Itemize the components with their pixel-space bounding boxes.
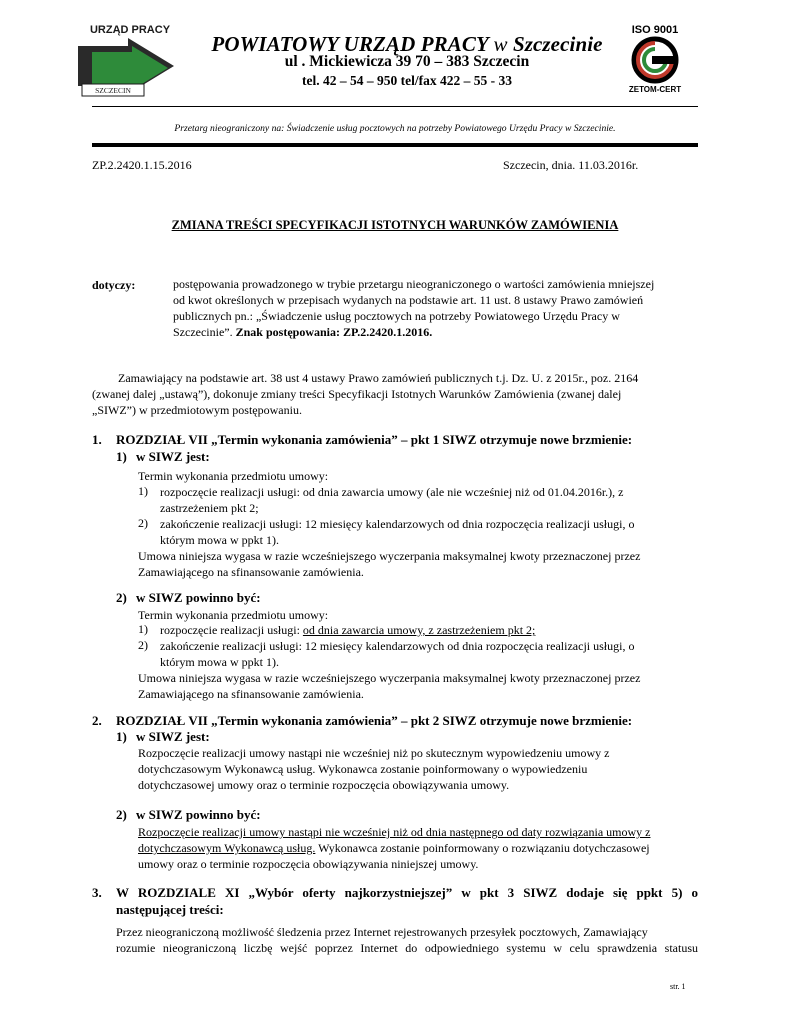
- logo-text-bottom: SZCZECIN: [95, 86, 131, 95]
- page-number: str. 1: [670, 982, 686, 991]
- s3-paragraph: Przez nieograniczoną możliwość śledzenia przez Internet rejestrowanych przesyłek pocztowych, Zamawiający rozumie nieograniczoną liczbę wejść poprzez Internet do odpowiedniego systemu w celu sprawdzenia statusu: [116, 925, 698, 955]
- header-thick-rule: [92, 143, 698, 147]
- tender-note: Przetarg nieograniczony na: Świadczenie usług pocztowych na potrzeby Powiatowego Urzędu Pracy w Szczecinie.: [174, 123, 616, 134]
- section-2-number: 2.: [92, 713, 102, 728]
- s1-b1-number: 1): [138, 622, 148, 636]
- s1-b-number: 2): [116, 590, 127, 605]
- s2-a-heading: w SIWZ jest:: [136, 729, 210, 744]
- reference-number: ZP.2.2420.1.15.2016: [92, 158, 192, 172]
- s1-a2-number: 2): [138, 516, 148, 530]
- section-3-number: 3.: [92, 885, 102, 900]
- iso-logo: [616, 22, 694, 94]
- s1-b-intro: Termin wykonania przedmiotu umowy:: [138, 608, 329, 622]
- office-phones: tel. 42 – 54 – 950 tel/fax 422 – 55 - 33: [302, 73, 512, 88]
- s1-b-heading: w SIWZ powinno być:: [136, 590, 261, 605]
- dotyczy-label: dotyczy:: [92, 278, 136, 292]
- s2-b-heading: w SIWZ powinno być:: [136, 807, 261, 822]
- s2-b-text: Rozpoczęcie realizacji umowy nastąpi nie wcześniej niż od dnia następnego od daty rozwiązania umowy z dotychczasowym Wykonawcą usług. Wykonawca zostanie poinformowany o rozwiązaniu dotychczasowej umowy oraz o terminie rozpoczęcia obowiązywania niniejszej umowy.: [138, 825, 651, 871]
- s1-b-closing: Umowa niniejsza wygasa w razie wcześniejszego wyczerpania maksymalnej kwoty przeznaczonej przez Zamawiającego na sfinansowanie zamówienia.: [138, 671, 641, 701]
- s1-b2-text: zakończenie realizacji usługi: 12 miesięcy kalendarzowych od dnia rozpoczęcia realizacji usługi, o którym mowa w ppkt 1).: [160, 639, 635, 669]
- s2-a-text: Rozpoczęcie realizacji umowy nastąpi nie wcześniej niż po skutecznym wypowiedzeniu umowy z dotychczasowym Wykonawcą usług. Wykonawca zostanie poinformowany o wypowiedzeniu dotychczasowej umowy oraz o terminie rozpoczęcia obowiązywania umowy.: [138, 746, 610, 792]
- section-1-heading: ROZDZIAŁ VII „Termin wykonania zamówienia” – pkt 1 SIWZ otrzymuje nowe brzmienie:: [116, 432, 633, 447]
- section-2-heading: ROZDZIAŁ VII „Termin wykonania zamówienia” – pkt 2 SIWZ otrzymuje nowe brzmienie:: [116, 713, 633, 728]
- s1-a-heading: w SIWZ jest:: [136, 449, 210, 464]
- section-1-number: 1.: [92, 432, 102, 447]
- document-date: Szczecin, dnia. 11.03.2016r.: [503, 158, 639, 172]
- section-3-heading: W ROZDZIALE XI „Wybór oferty najkorzystniejszej” w pkt 3 SIWZ dodaje się ppkt 5) o następującej treści:: [116, 885, 698, 917]
- s1-b2-number: 2): [138, 638, 148, 652]
- s1-a-number: 1): [116, 449, 127, 464]
- office-address: ul . Mickiewicza 39 70 – 383 Szczecin: [284, 53, 530, 70]
- document-title: ZMIANA TREŚCI SPECYFIKACJI ISTOTNYCH WARUNKÓW ZAMÓWIENIA: [171, 218, 619, 232]
- intro-paragraph: Zamawiający na podstawie art. 38 ust 4 ustawy Prawo zamówień publicznych t.j. Dz. U. z 2015r., poz. 2164 (zwanej dalej „ustawą”), dokonuje zmiany treści Specyfikacji Istotnych Warunków Zamówienia (zwanej dalej „SIWZ”) w przedmiotowym postępowaniu.: [92, 371, 639, 417]
- s1-a1-text: rozpoczęcie realizacji usługi: od dnia zawarcia umowy (ale nie wcześniej niż od 01.04.2016r.), z zastrzeżeniem pkt 2;: [160, 485, 624, 515]
- pup-logo: [70, 22, 190, 98]
- dotyczy-text: postępowania prowadzonego w trybie przetargu nieograniczonego o wartości zamówienia mniejszej od kwot określonych w przepisach wydanych na podstawie art. 11 ust. 8 ustawy Prawo zamówień publicznych pn.: „Świadczenie usług pocztowych na potrzeby Powiatowego Urzędu Pracy w Szczecinie”. Znak postępowania: ZP.2.2420.1.2016.: [173, 277, 655, 339]
- s1-a-closing: Umowa niniejsza wygasa w razie wcześniejszego wyczerpania maksymalnej kwoty przeznaczonej przez Zamawiającego na sfinansowanie zamówienia.: [138, 549, 641, 579]
- logo-arrow-green: [92, 46, 168, 90]
- header-rule: [92, 106, 698, 107]
- office-name: POWIATOWY URZĄD PRACY w Szczecinie: [211, 32, 603, 56]
- cert-text: ZETOM-CERT: [628, 85, 682, 94]
- s1-b1-text: rozpoczęcie realizacji usługi: od dnia zawarcia umowy, z zastrzeżeniem pkt 2;: [160, 623, 536, 637]
- iso-text: ISO 9001: [631, 24, 679, 36]
- s2-a-number: 1): [116, 729, 127, 744]
- s1-a-intro: Termin wykonania przedmiotu umowy:: [138, 469, 329, 483]
- s1-a1-number: 1): [138, 484, 148, 498]
- logo-text-top: URZĄD PRACY: [89, 24, 171, 36]
- s2-b-number: 2): [116, 807, 127, 822]
- s1-a2-text: zakończenie realizacji usługi: 12 miesięcy kalendarzowych od dnia rozpoczęcia realizacji usługi, o którym mowa w ppkt 1).: [160, 517, 635, 547]
